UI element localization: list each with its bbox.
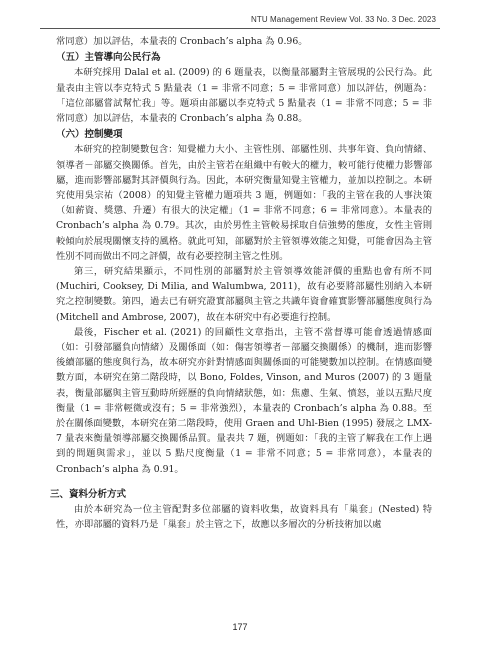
subsection-heading-6: （六）控制變項 [56, 129, 123, 141]
section-heading-analysis: 三、資料分析方式 [50, 488, 127, 500]
page-number: 177 [232, 622, 248, 632]
paragraph-ocb-measure: 本研究採用 Dalal et al. (2009) 的 6 題量表，以衡量部屬對主管展現的公民行為。此量表由主管以李克特式 5 點量表（1 = 非常不同意；5 = 非常同意）加以評估，例題為：「這位部屬嘗試幫忙我」等。題項由部屬以李克特式 5 點量表（1 = 非常不同意；5 = 非常同意）加以評估，本量表的 Cronbach’s alpha 為 0.88。 [56, 67, 432, 125]
paragraph-continued: 常同意）加以評估，本量表的 Cronbach’s alpha 為 0.96。 [56, 36, 308, 47]
paragraph-gender-tenure: 第三，研究結果顯示，不同性別的部屬對於主管領導效能評價的重點也會有所不同 (Muchiri, Cooksey, Di Milia, and Walumbwa, 2011)，故有必要將部屬性別納入本研究之控制變數。第四，過去已有研究證實部屬與主管之共識年資會確實影響部屬態度與行為 (Mitchell and Ambrose, 2007)，故在本研究中有必要進行控制。 [56, 266, 432, 323]
paragraph-affect-relationship: 最後，Fischer et al. (2021) 的回顧性文章指出，主管不當督導可能會透過情感面（如：引發部屬負向情緒）及關係面（如：傷害領導者－部屬交換關係）的機制，進而影響後續部屬的態度與行為，故本研究亦針對情感面與關係面的可能變數加以控制。在情感面變數方面，本研究在第二階段時，以 Bono, Foldes, Vinson, and Muros (2007) 的 3 題量表，衡量部屬與主管互動時所經歷的負向情緒狀態，如：焦慮、生氣、憤怒，並以五點尺度衡量（1 = 非常輕微或沒有；5 = 非常強烈），本量表的 Cronbach’s alpha 為 0.88。至於在關係面變數，本研究在第二階段時，使用 Graen and Uhl-Bien (1995) 發展之 LMX-7 量表來衡量領導部屬交換關係品質。量表共 7 題，例題如：「我的主管了解我在工作上遇到的問題與需求」，並以 5 點尺度衡量（1 = 非常不同意；5 = 非常同意），本量表的 Cronbach’s alpha 為 0.91。 [56, 326, 432, 475]
running-head: NTU Management Review Vol. 33 No. 3 Dec. 2023 [250, 15, 436, 24]
paragraph-analysis: 由於本研究為一位主管配對多位部屬的資料收集，故資料具有「巢套」(Nested) 特性，亦即部屬的資料乃是「巢套」於主管之下，故應以多層次的分析技術加以處 [56, 504, 432, 531]
subsection-heading-5: （五）主管導向公民行為 [56, 52, 161, 64]
body-text [50, 34, 432, 533]
header-rule [40, 28, 440, 29]
paragraph-control-variables: 本研究的控制變數包含：知覺權力大小、主管性別、部屬性別、共事年資、負向情緒、領導者－部屬交換關係。首先，由於主管若在組織中有較大的權力，較可能行使權力影響部屬，進而影響部屬對其評價與行為。因此，本研究衡量知覺主管權力，並加以控制之。本研究使用吳宗祐（2008）的知覺主管權力題項共 3 題，例題如：「我的主管在我的人事決策（如薪資、獎懲、升遷）有很大的決定權」（1 = 非常不同意；6 = 非常同意）。本量表的 Cronbach’s alpha 為 0.79。其次，由於男性主管較易採取自信強勢的態度，女性主管則較傾向於展現關懷支持的風格。就此可知，部屬對於主管領導效能之知覺，可能會因為主管性別不同而做出不同之評價，故有必要控制主管之性別。 [56, 144, 432, 262]
